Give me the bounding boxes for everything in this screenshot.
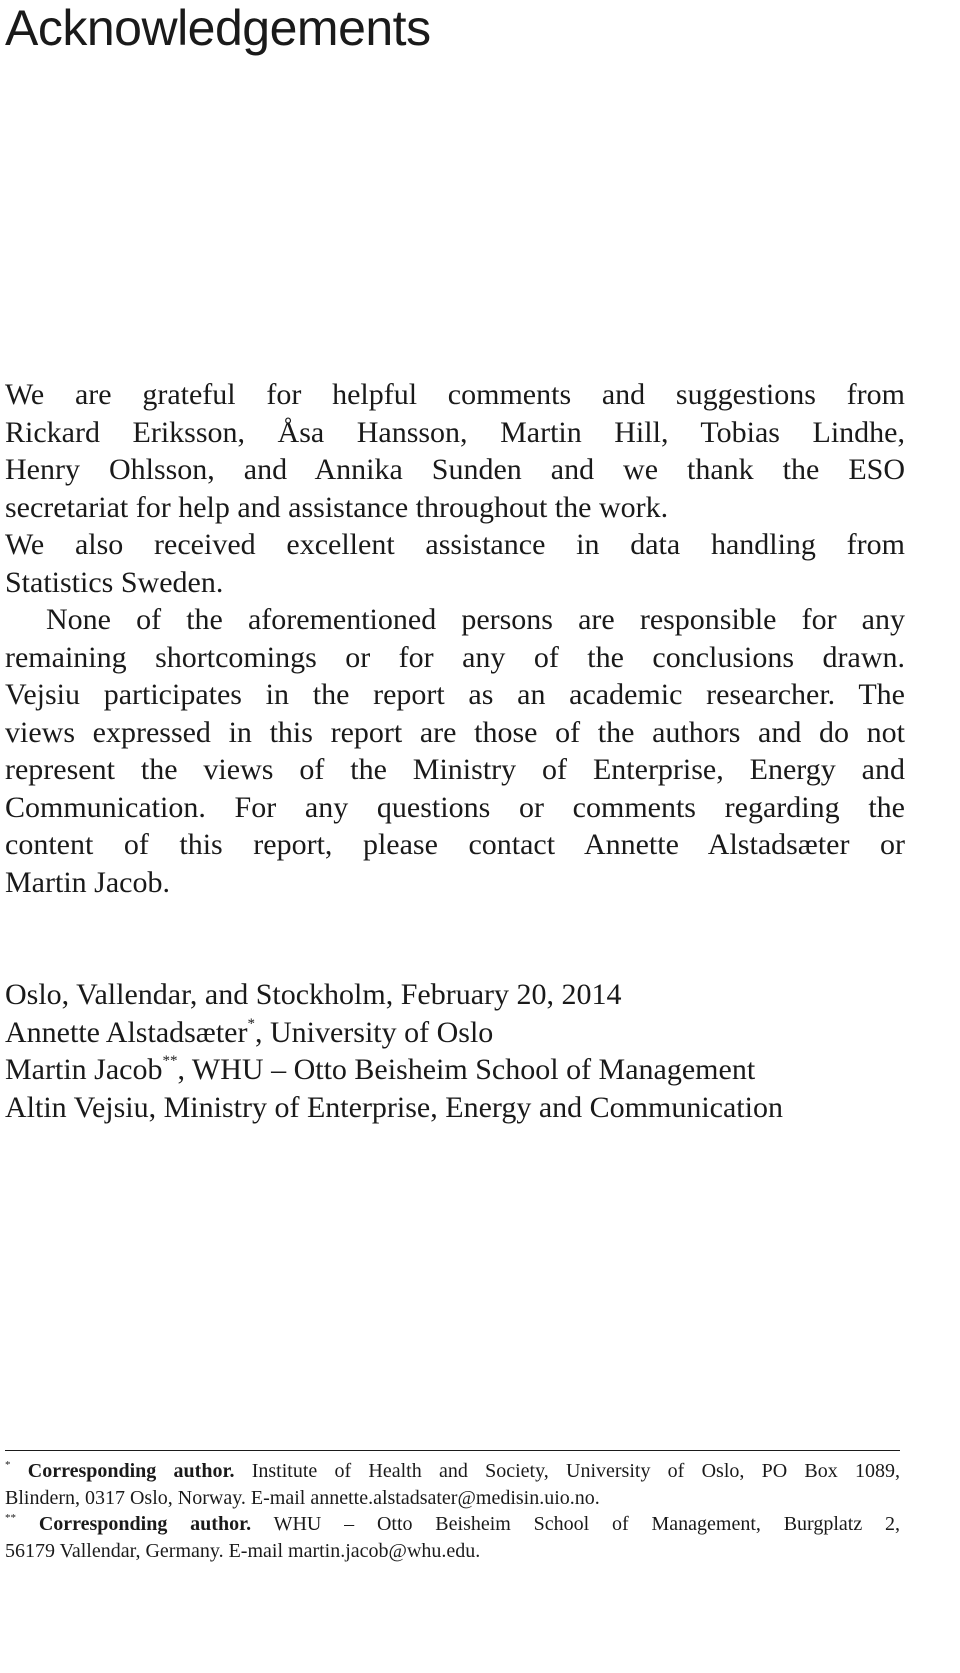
author-name: Annette Alstadsæter	[5, 1015, 248, 1049]
footnote-1-line-2: Blindern, 0317 Oslo, Norway. E-mail annette.alstadsater@medisin.uio.no.	[5, 1486, 600, 1509]
footnote-marker: *	[5, 1459, 11, 1471]
acknowledgement-paragraph-3	[5, 601, 905, 901]
acknowledgement-paragraph-1	[5, 376, 905, 526]
footnote-marker: **	[162, 1053, 178, 1069]
footnote-label: Corresponding author.	[27, 1460, 235, 1482]
paragraph-line: Martin Jacob.	[5, 865, 170, 899]
footnote-text: Institute of Health and Society, University of Oslo, PO Box 1089,	[234, 1460, 900, 1482]
paragraph-line: represent the views of the Ministry of Enterprise, Energy and	[5, 753, 905, 786]
author-name: Martin Jacob	[5, 1053, 163, 1086]
footnote-marker: **	[5, 1512, 16, 1524]
paragraph-line: None of the aforementioned persons are responsible for any	[46, 603, 905, 636]
footnote-label: Corresponding author.	[38, 1513, 252, 1535]
paragraph-line: We are grateful for helpful comments and suggestions from	[5, 378, 905, 411]
footnote-divider	[5, 1450, 900, 1451]
author-affiliation: , University of Oslo	[254, 1015, 494, 1049]
author-affiliation: , WHU – Otto Beisheim School of Management	[177, 1053, 756, 1086]
page-title: Acknowledgements	[5, 0, 431, 56]
author-line-2	[5, 1051, 905, 1089]
footnote-1-line-1	[5, 1458, 900, 1485]
footnote-marker: *	[247, 1015, 255, 1032]
paragraph-line: Statistics Sweden.	[5, 565, 224, 599]
paragraph-line: content of this report, please contact Annette Alstadsæter or	[5, 828, 905, 861]
paragraph-line: Vejsiu participates in the report as an academic researcher. The	[5, 678, 905, 711]
paragraph-line: secretariat for help and assistance throughout the work.	[5, 490, 669, 524]
paragraph-line: Rickard Eriksson, Åsa Hansson, Martin Hill, Tobias Lindhe,	[5, 415, 905, 449]
acknowledgement-paragraph-2	[5, 526, 905, 601]
signature-block	[5, 976, 905, 1126]
place-date: Oslo, Vallendar, and Stockholm, February 20, 2014	[5, 978, 622, 1011]
footnote-2-line-2: 56179 Vallendar, Germany. E-mail martin.jacob@whu.edu.	[5, 1539, 481, 1562]
author-line-3: Altin Vejsiu, Ministry of Enterprise, Energy and Communication	[5, 1090, 783, 1124]
paragraph-line: Henry Ohlsson, and Annika Sunden and we thank the ESO	[5, 453, 905, 486]
paragraph-line: We also received excellent assistance in data handling from	[5, 528, 905, 561]
paragraph-line: remaining shortcomings or for any of the conclusions drawn.	[5, 640, 905, 674]
footnote-2-line-1	[5, 1511, 900, 1538]
paragraph-line: Communication. For any questions or comments regarding the	[5, 790, 905, 824]
author-line-1	[5, 1014, 905, 1052]
footnotes	[5, 1458, 900, 1564]
paragraph-line: views expressed in this report are those of the authors and do not	[5, 715, 905, 749]
footnote-text: WHU – Otto Beisheim School of Management, Burgplatz 2,	[251, 1513, 901, 1535]
